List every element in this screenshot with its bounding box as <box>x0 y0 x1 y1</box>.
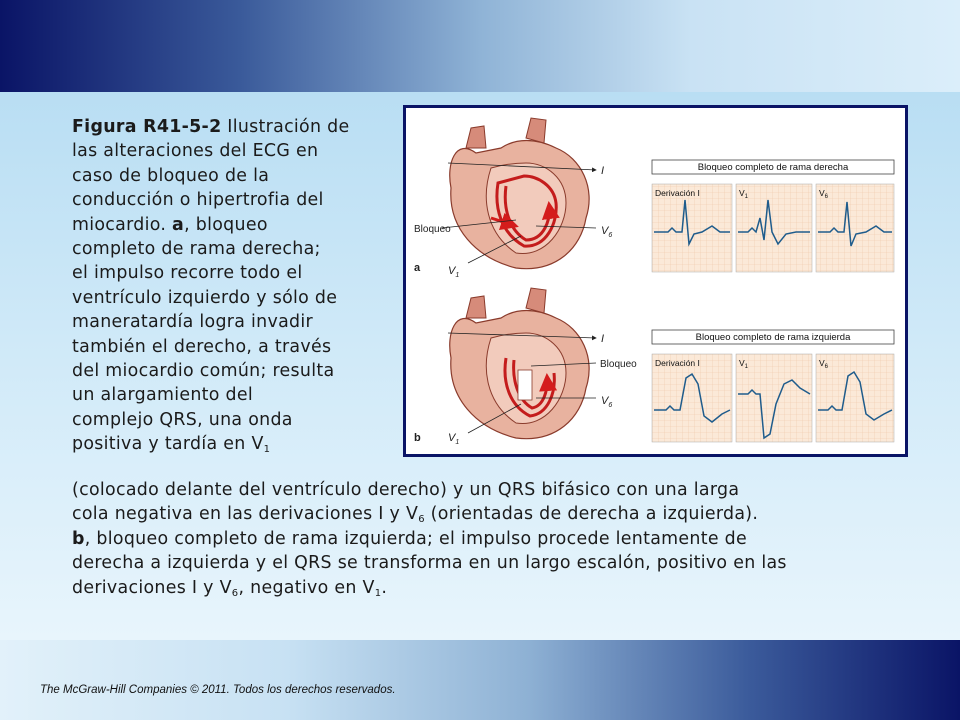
ecg-figure <box>403 105 908 457</box>
svg-text:Derivación I: Derivación I <box>655 188 700 198</box>
panel-letter-a: a <box>414 262 421 274</box>
figure-caption: Figura R41-5-2 Ilustración de las alteraciones del ECG en caso de bloqueo de la conducción o hipertrofia del miocardio. a, bloqueo completo de rama derecha; el impulso recorre todo el ventrículo izquierdo y sólo de maneratardía logra invadir también el derecho, a través del miocardio común; resulta un alargamiento del complejo QRS, una onda positiva y tardía en $V_1$ <box>72 117 350 456</box>
ecg-b-v6 <box>816 354 894 442</box>
copyright-footer: The McGraw-Hill Companies © 2011. Todos los derechos reservados. <box>40 684 396 696</box>
svg-text:V1: $V_1$ <box>739 358 749 370</box>
svg-text:V1: $V_1$ <box>739 188 749 200</box>
lead-v6-label-a: $V_6$ <box>601 225 613 239</box>
panel-b <box>414 288 894 446</box>
ecg-b-derivacion-i <box>652 354 732 442</box>
panel-a-header: Bloqueo completo de rama derecha <box>697 162 849 173</box>
block-label-b: Bloqueo <box>600 359 637 370</box>
lead-v1-label-b: $V_1$ <box>448 432 460 446</box>
block-label-a: Bloqueo <box>414 224 451 235</box>
figure-title: Figura R41-5-2 <box>72 117 222 137</box>
panel-letter-b: b <box>414 432 421 444</box>
heart-a-illustration <box>442 118 596 269</box>
svg-text:V6: $V_6$ <box>819 188 829 200</box>
svg-text:V6: $V_6$ <box>819 358 829 370</box>
lead-i-label-b: I <box>601 333 605 345</box>
ecg-a-v1 <box>736 184 812 272</box>
lead-i-label-a: I <box>601 165 605 177</box>
header-gradient-band <box>0 0 960 92</box>
lead-v6-label-b: $V_6$ <box>601 395 613 409</box>
panel-a <box>414 118 894 279</box>
ecg-a-v6 <box>816 184 894 272</box>
footer-gradient-band <box>0 640 960 720</box>
ecg-figure-svg <box>406 108 905 454</box>
ecg-a-derivacion-i <box>652 184 732 272</box>
ecg-b-v1 <box>736 354 812 442</box>
panel-b-header: Bloqueo completo de rama izquierda <box>695 332 851 343</box>
heart-b-illustration <box>448 288 596 439</box>
figure-caption-continued: (colocado delante del ventrículo derecho) y un QRS bifásico con una larga cola negativa en las derivaciones I y $V_6$ (orientadas de derecha a izquierda). b, bloqueo completo de rama izquierda; el impulso procede lentamente de derecha a izquierda y el QRS se transforma en un largo escalón, positivo en las derivaciones I y $V_6$, negativo en $V_1$. <box>72 480 787 599</box>
lead-v1-label-a: $V_1$ <box>448 265 460 279</box>
svg-text:Derivación I: Derivación I <box>655 358 700 368</box>
